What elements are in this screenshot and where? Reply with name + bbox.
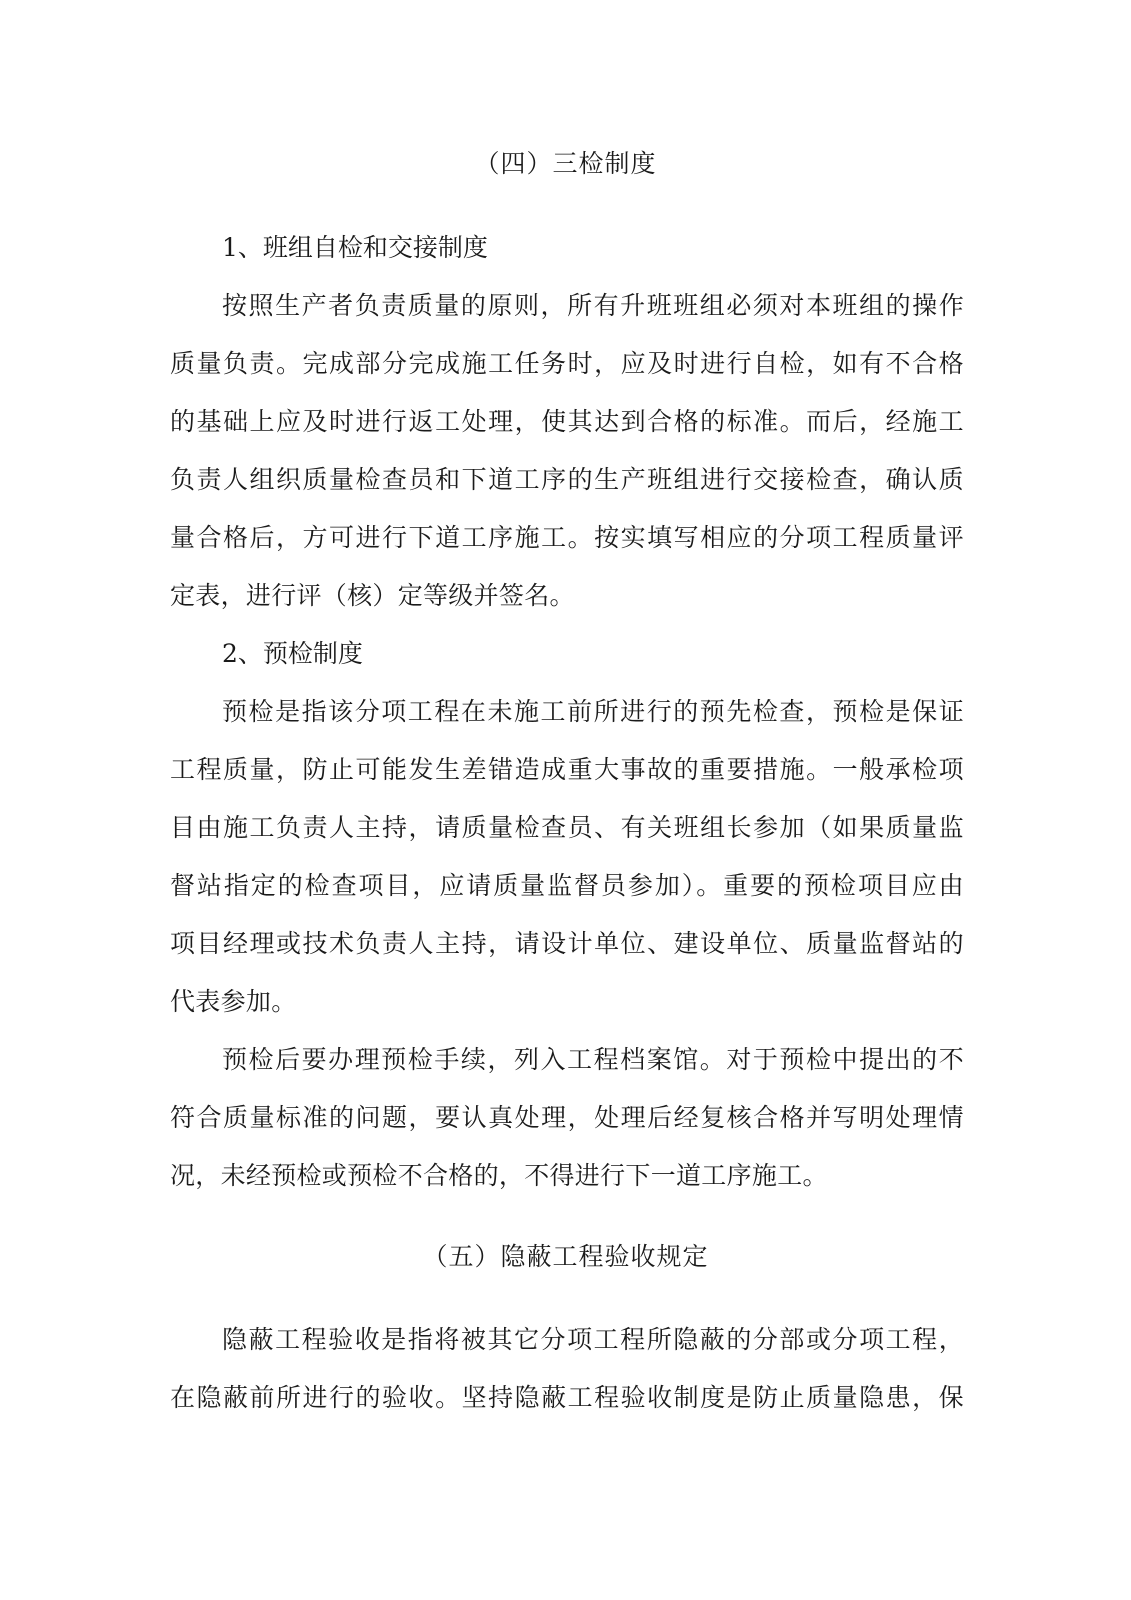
paragraph-line: 在隐蔽前所进行的验收。坚持隐蔽工程验收制度是防止质量隐患，保 [170,1383,964,1412]
paragraph-line: 预检是指该分项工程在未施工前所进行的预先检查，预检是保证 [222,697,964,726]
paragraph-line: 督站指定的检查项目，应请质量监督员参加）。重要的预检项目应由 [170,871,964,900]
paragraph-line: 符合质量标准的问题，要认真处理，处理后经复核合格并写明处理情 [170,1103,964,1132]
paragraph-line: 负责人组织质量检查员和下道工序的生产班组进行交接检查，确认质 [170,465,964,494]
paragraph-line: 质量负责。完成部分完成施工任务时，应及时进行自检，如有不合格 [170,349,964,378]
paragraph-line: 目由施工负责人主持，请质量检查员、有关班组长参加（如果质量监 [170,813,964,842]
section-5-title: （五）隐蔽工程验收规定 [422,1242,709,1271]
subsection-1-title: 1、班组自检和交接制度 [222,233,488,262]
paragraph-line: 定表，进行评（核）定等级并签名。 [170,581,575,610]
paragraph-line: 况，未经预检或预检不合格的，不得进行下一道工序施工。 [170,1161,828,1190]
paragraph-line: 工程质量，防止可能发生差错造成重大事故的重要措施。一般承检项 [170,755,964,784]
paragraph-line: 隐蔽工程验收是指将被其它分项工程所隐蔽的分部或分项工程， [222,1325,964,1354]
subsection-2-title: 2、预检制度 [222,639,363,668]
paragraph-line: 项目经理或技术负责人主持，请设计单位、建设单位、质量监督站的 [170,929,964,958]
paragraph-line: 量合格后，方可进行下道工序施工。按实填写相应的分项工程质量评 [170,523,964,552]
section-4-title: （四）三检制度 [474,149,657,178]
paragraph-line: 代表参加。 [170,987,297,1016]
paragraph-line: 按照生产者负责质量的原则，所有升班班组必须对本班组的操作 [222,291,964,320]
paragraph-line: 预检后要办理预检手续，列入工程档案馆。对于预检中提出的不 [222,1045,964,1074]
paragraph-line: 的基础上应及时进行返工处理，使其达到合格的标准。而后，经施工 [170,407,964,436]
